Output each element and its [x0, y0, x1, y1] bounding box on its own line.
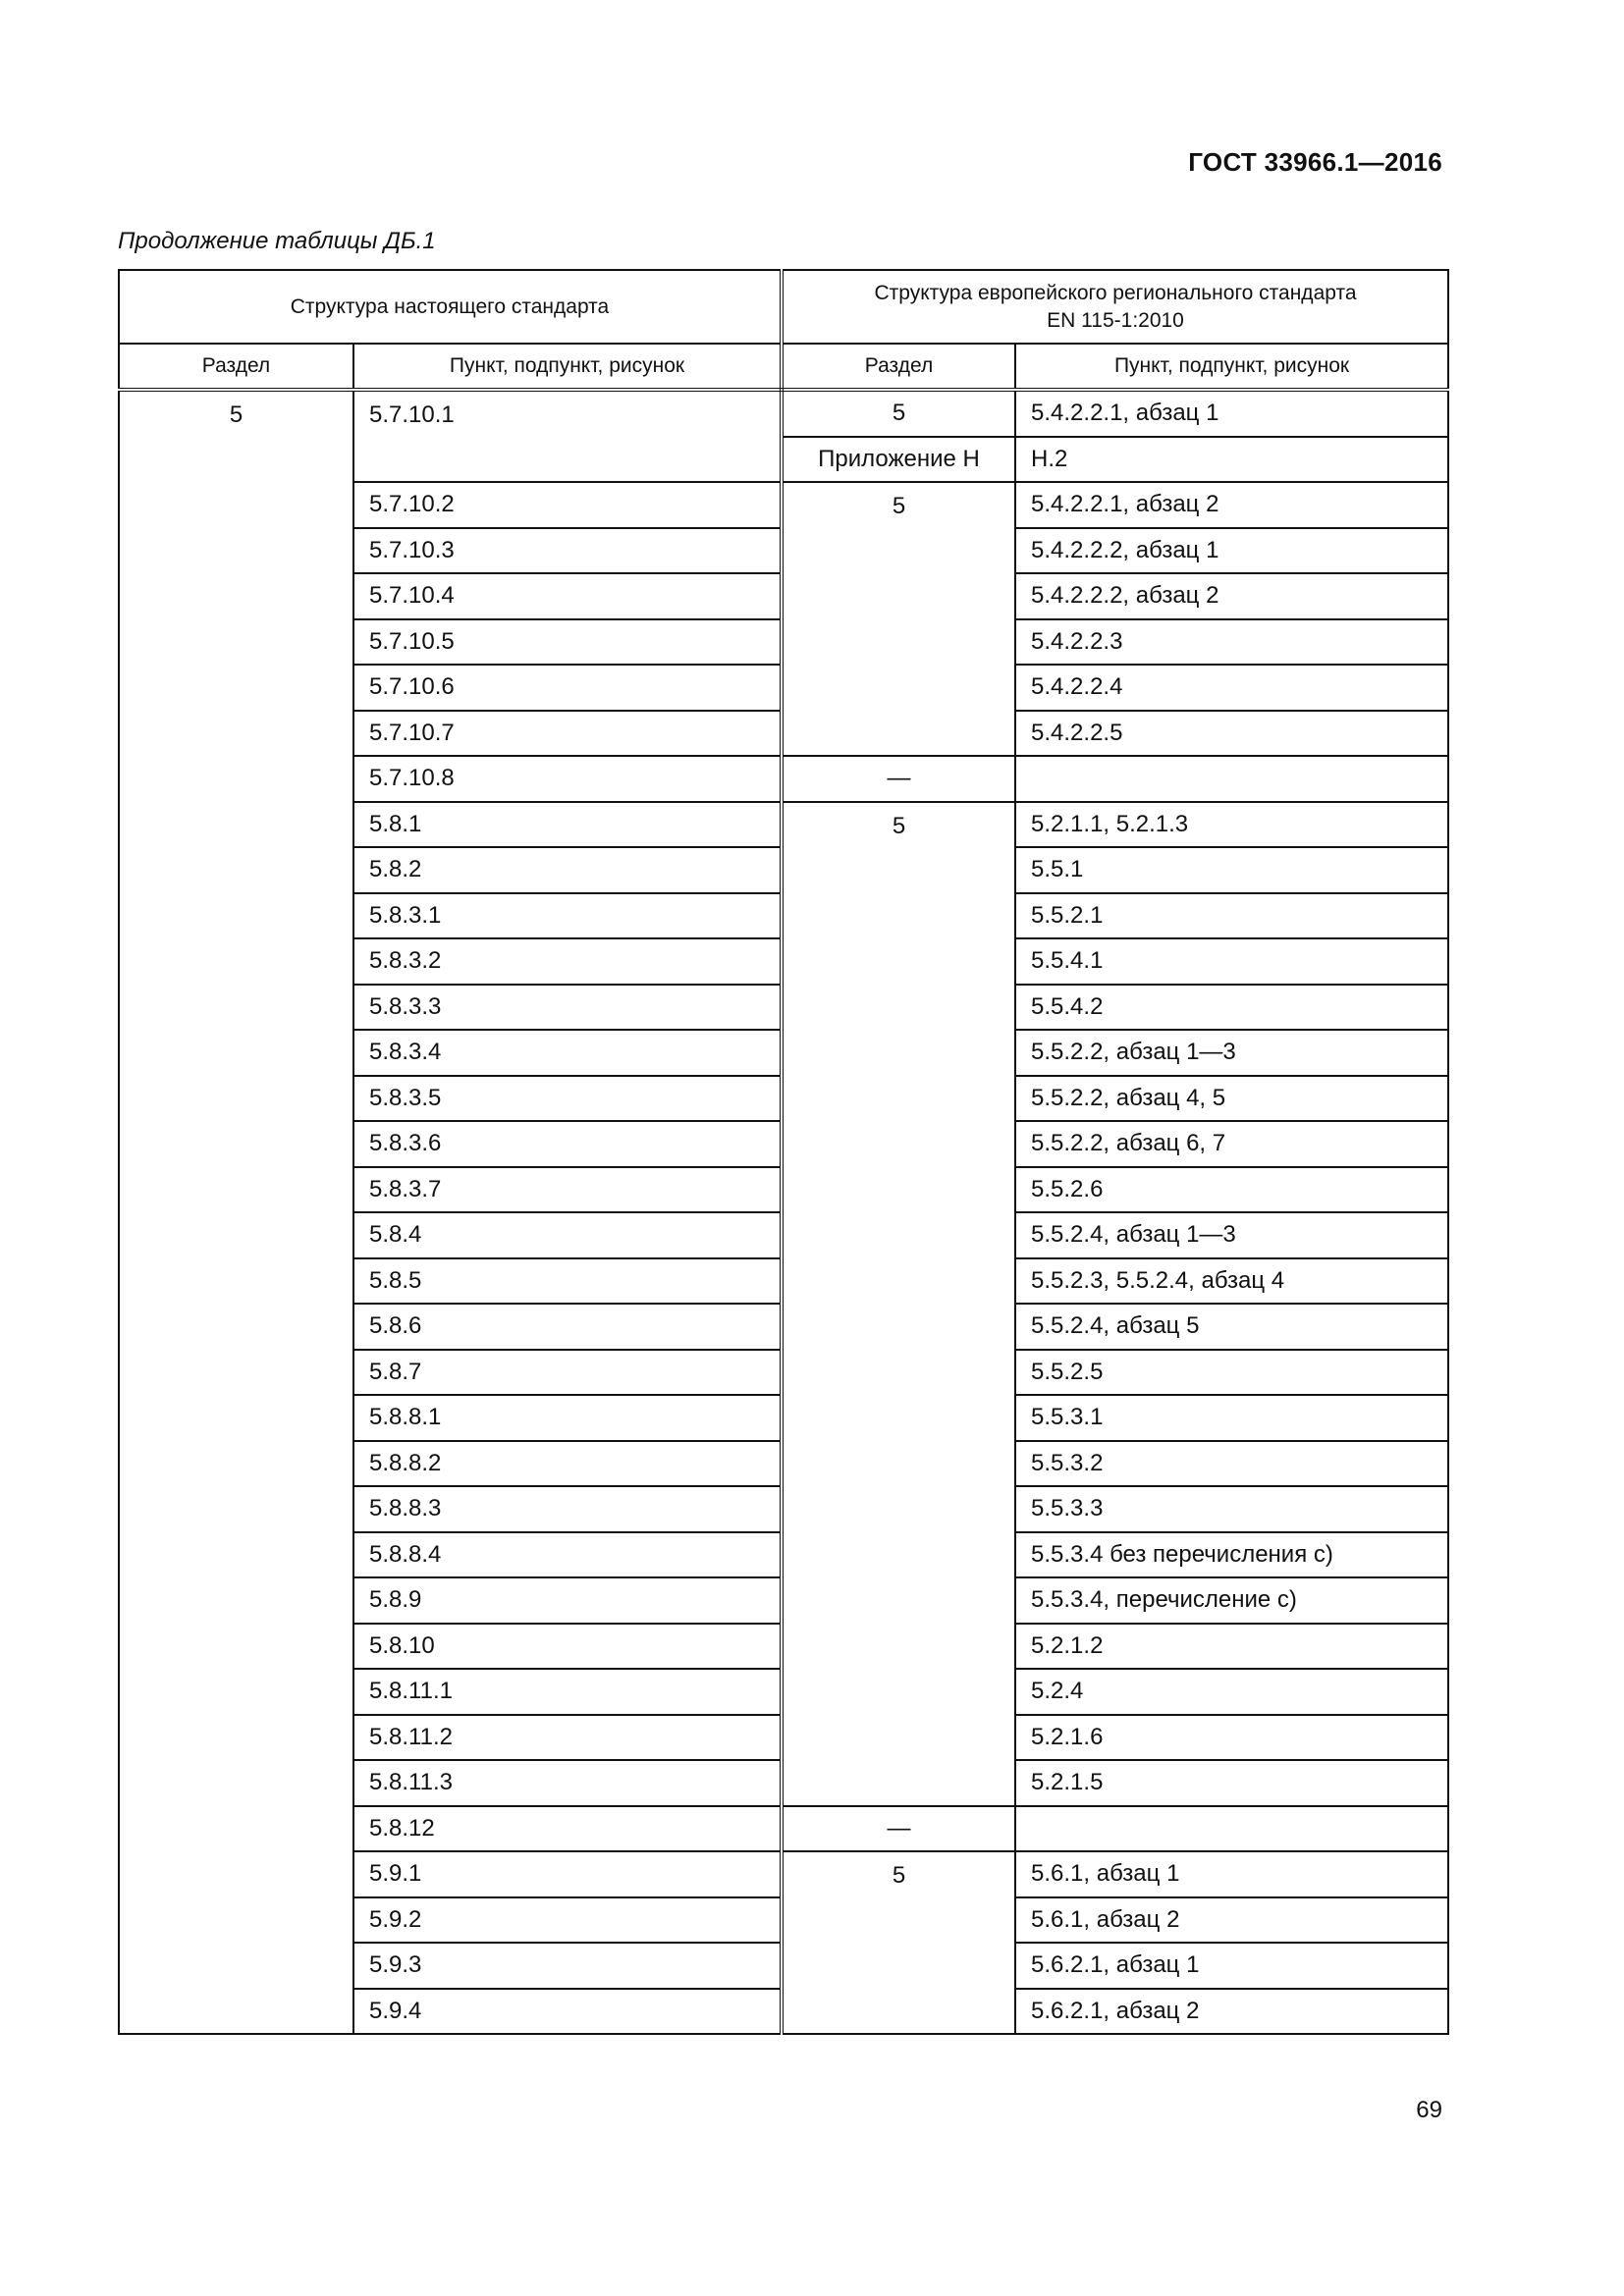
correspondence-table — [118, 269, 1449, 2035]
punkt-european-cell: 5.5.2.2, абзац 4, 5 — [1015, 1076, 1448, 1122]
document-code: ГОСТ 33966.1—2016 — [1188, 147, 1442, 177]
razdel-european-cell: — — [782, 1806, 1015, 1852]
punkt-current-cell: 5.8.8.2 — [353, 1441, 782, 1487]
table-caption: Продолжение таблицы ДБ.1 — [118, 228, 436, 254]
col-header-punkt-european: Пункт, подпункт, рисунок — [1015, 344, 1448, 390]
punkt-european-cell: 5.5.3.2 — [1015, 1441, 1448, 1487]
punkt-current-cell: 5.7.10.5 — [353, 619, 782, 666]
punkt-current-cell: 5.8.3.2 — [353, 938, 782, 985]
punkt-current-cell: 5.8.11.3 — [353, 1760, 782, 1806]
punkt-european-cell: 5.4.2.2.5 — [1015, 711, 1448, 757]
punkt-european-cell: 5.5.2.4, абзац 1—3 — [1015, 1212, 1448, 1258]
group-header-european-line1: Структура европейского регионального стандарта — [874, 281, 1357, 304]
col-header-razdel-european: Раздел — [782, 344, 1015, 390]
punkt-european-cell: 5.4.2.2.1, абзац 2 — [1015, 482, 1448, 528]
punkt-current-cell: 5.9.1 — [353, 1851, 782, 1897]
punkt-european-cell: 5.5.2.5 — [1015, 1350, 1448, 1396]
punkt-european-cell — [1015, 756, 1448, 802]
punkt-european-cell: 5.5.3.3 — [1015, 1486, 1448, 1532]
punkt-current-cell: 5.8.6 — [353, 1304, 782, 1350]
punkt-current-cell: 5.7.10.1 — [353, 390, 782, 482]
punkt-current-cell: 5.8.3.7 — [353, 1167, 782, 1213]
punkt-european-cell: 5.5.1 — [1015, 847, 1448, 893]
punkt-european-cell: 5.2.1.1, 5.2.1.3 — [1015, 802, 1448, 848]
punkt-european-cell: 5.5.2.2, абзац 6, 7 — [1015, 1121, 1448, 1167]
punkt-current-cell: 5.7.10.8 — [353, 756, 782, 802]
punkt-current-cell: 5.7.10.2 — [353, 482, 782, 528]
col-header-punkt-current: Пункт, подпункт, рисунок — [353, 344, 782, 390]
group-header-european-standard — [782, 270, 1448, 344]
punkt-current-cell: 5.7.10.4 — [353, 573, 782, 619]
punkt-european-cell: 5.6.2.1, абзац 2 — [1015, 1989, 1448, 2035]
razdel-current-cell: 5 — [119, 390, 353, 2034]
punkt-european-cell: 5.5.2.4, абзац 5 — [1015, 1304, 1448, 1350]
punkt-european-cell: 5.2.1.5 — [1015, 1760, 1448, 1806]
punkt-european-cell: 5.5.3.1 — [1015, 1395, 1448, 1441]
punkt-european-cell: 5.5.2.2, абзац 1—3 — [1015, 1030, 1448, 1076]
punkt-current-cell: 5.8.8.3 — [353, 1486, 782, 1532]
punkt-current-cell: 5.8.3.6 — [353, 1121, 782, 1167]
punkt-european-cell: 5.2.1.2 — [1015, 1624, 1448, 1670]
punkt-current-cell: 5.8.11.2 — [353, 1715, 782, 1761]
punkt-current-cell: 5.8.9 — [353, 1577, 782, 1624]
punkt-european-cell: 5.5.3.4 без перечисления c) — [1015, 1532, 1448, 1578]
punkt-current-cell: 5.8.8.4 — [353, 1532, 782, 1578]
punkt-european-cell — [1015, 1806, 1448, 1852]
razdel-european-cell: 5 — [782, 390, 1015, 437]
punkt-european-cell: 5.6.2.1, абзац 1 — [1015, 1943, 1448, 1989]
table-row — [119, 390, 1448, 437]
punkt-current-cell: 5.8.4 — [353, 1212, 782, 1258]
razdel-european-cell: Приложение H — [782, 437, 1015, 483]
punkt-current-cell: 5.8.5 — [353, 1258, 782, 1305]
punkt-european-cell: 5.2.1.6 — [1015, 1715, 1448, 1761]
page-number: 69 — [1416, 2097, 1442, 2123]
razdel-european-cell: — — [782, 756, 1015, 802]
punkt-european-cell: 5.4.2.2.1, абзац 1 — [1015, 390, 1448, 437]
punkt-european-cell: 5.2.4 — [1015, 1669, 1448, 1715]
table-column-header-row — [119, 344, 1448, 390]
razdel-european-cell: 5 — [782, 802, 1015, 1806]
punkt-european-cell: 5.6.1, абзац 2 — [1015, 1897, 1448, 1944]
punkt-current-cell: 5.8.1 — [353, 802, 782, 848]
punkt-european-cell: 5.4.2.2.2, абзац 2 — [1015, 573, 1448, 619]
punkt-current-cell: 5.7.10.3 — [353, 528, 782, 574]
punkt-current-cell: 5.8.3.5 — [353, 1076, 782, 1122]
punkt-current-cell: 5.8.3.4 — [353, 1030, 782, 1076]
punkt-european-cell: 5.5.2.3, 5.5.2.4, абзац 4 — [1015, 1258, 1448, 1305]
punkt-european-cell: 5.5.3.4, перечисление c) — [1015, 1577, 1448, 1624]
punkt-current-cell: 5.9.3 — [353, 1943, 782, 1989]
punkt-european-cell: 5.6.1, абзац 1 — [1015, 1851, 1448, 1897]
punkt-current-cell: 5.8.3.3 — [353, 985, 782, 1031]
punkt-current-cell: 5.8.8.1 — [353, 1395, 782, 1441]
razdel-european-cell: 5 — [782, 1851, 1015, 2034]
punkt-european-cell: 5.5.2.6 — [1015, 1167, 1448, 1213]
punkt-european-cell: 5.4.2.2.2, абзац 1 — [1015, 528, 1448, 574]
punkt-current-cell: 5.9.4 — [353, 1989, 782, 2035]
punkt-european-cell: H.2 — [1015, 437, 1448, 483]
table-group-header-row — [119, 270, 1448, 344]
punkt-current-cell: 5.9.2 — [353, 1897, 782, 1944]
punkt-current-cell: 5.8.10 — [353, 1624, 782, 1670]
punkt-current-cell: 5.7.10.7 — [353, 711, 782, 757]
punkt-european-cell: 5.5.2.1 — [1015, 893, 1448, 939]
punkt-current-cell: 5.8.12 — [353, 1806, 782, 1852]
punkt-current-cell: 5.8.7 — [353, 1350, 782, 1396]
razdel-european-cell: 5 — [782, 482, 1015, 756]
punkt-european-cell: 5.4.2.2.4 — [1015, 665, 1448, 711]
punkt-current-cell: 5.8.2 — [353, 847, 782, 893]
punkt-current-cell: 5.8.3.1 — [353, 893, 782, 939]
punkt-european-cell: 5.5.4.2 — [1015, 985, 1448, 1031]
group-header-current-standard: Структура настоящего стандарта — [119, 270, 782, 344]
punkt-european-cell: 5.5.4.1 — [1015, 938, 1448, 985]
col-header-razdel-current: Раздел — [119, 344, 353, 390]
punkt-current-cell: 5.7.10.6 — [353, 665, 782, 711]
group-header-european-line2: EN 115-1:2010 — [1047, 308, 1184, 332]
punkt-european-cell: 5.4.2.2.3 — [1015, 619, 1448, 666]
punkt-current-cell: 5.8.11.1 — [353, 1669, 782, 1715]
